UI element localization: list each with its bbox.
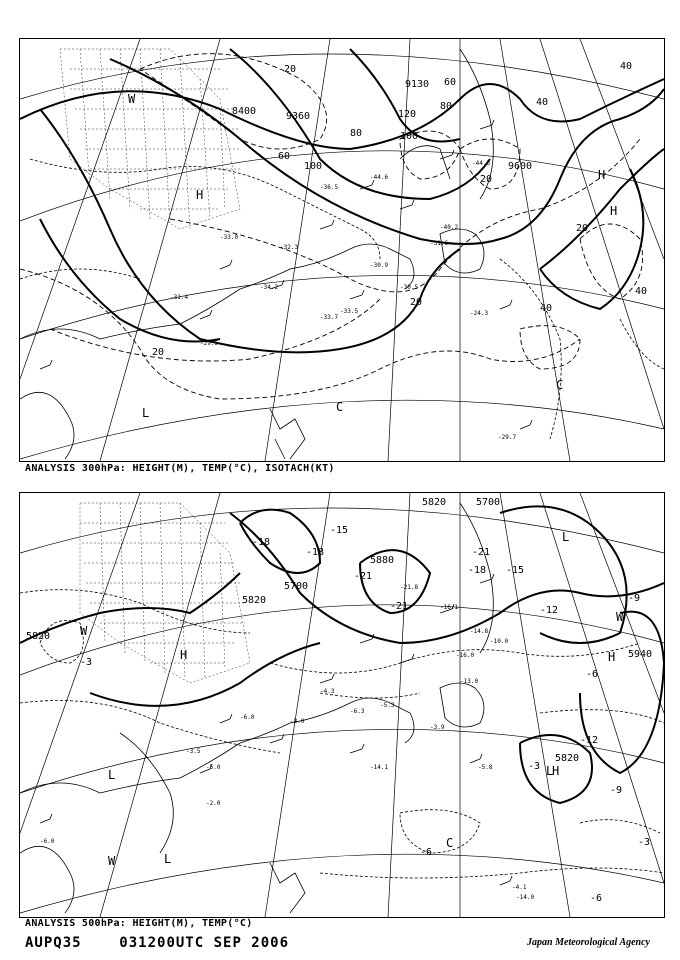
map-300hpa [20, 39, 664, 461]
station-temp: -30.5 [400, 284, 419, 291]
caption-500hpa: ANALYSIS 500hPa: HEIGHT(M), TEMP(°C) [25, 918, 253, 929]
isotach-label: 40 [635, 286, 648, 297]
isotach-label: 40 [540, 303, 553, 314]
isotach-label: 20 [480, 174, 493, 185]
height-label: 9360 [286, 111, 311, 122]
height-label: 9600 [508, 161, 533, 172]
center-symbol: L [546, 764, 554, 778]
center-symbol: H [196, 188, 204, 202]
center-symbol: H [598, 168, 606, 182]
station-temp: -21.8 [400, 584, 419, 591]
center-symbol: W [108, 854, 116, 868]
height-label: 5880 [370, 555, 395, 566]
isotach-label: 40 [536, 97, 549, 108]
isotherm-label: -18 [252, 537, 271, 548]
height-label: 5820 [242, 595, 267, 606]
center-symbol: C [556, 378, 564, 392]
isotach-label: 40 [620, 61, 633, 72]
isotach-label: 100 [400, 131, 419, 142]
station-temp: -33.5 [340, 308, 359, 315]
isotach-label: 100 [304, 161, 323, 172]
station-temp: -13.0 [460, 678, 479, 685]
isotach-label: 60 [278, 151, 291, 162]
station-temp: -31.4 [170, 294, 189, 301]
station-temp: -40.2 [440, 224, 459, 231]
isotherm-label: -12 [540, 605, 559, 616]
height-label: 5820 [26, 631, 51, 642]
highlands-hatch [60, 49, 240, 229]
height-label: 5940 [628, 649, 653, 660]
station-temp: -6.0 [240, 714, 255, 721]
station-temp: -5.0 [206, 764, 221, 771]
height-contours [20, 49, 664, 352]
station-temp: -24.3 [470, 310, 489, 317]
station-temp: -32.3 [280, 244, 299, 251]
isotherm-label: -3 [638, 837, 651, 848]
station-temp: -44.3 [472, 160, 491, 167]
station-temp: -34.2 [260, 284, 279, 291]
isotach-label: 60 [444, 77, 457, 88]
highlands-hatch [80, 503, 250, 683]
valid-time: 031200UTC SEP 2006 [119, 935, 290, 951]
station-temp: -6.3 [350, 708, 365, 715]
bulletin-header [25, 935, 289, 951]
height-label: 5700 [476, 497, 501, 508]
bulletin-id: AUPQ35 [25, 935, 82, 951]
chart-300hpa [19, 38, 665, 462]
contour-labels [152, 61, 647, 358]
station-temp: -14.0 [516, 894, 535, 901]
agency-name: Japan Meteorological Agency [527, 937, 650, 948]
graticule [20, 493, 664, 917]
station-temp: -3.5 [186, 748, 201, 755]
isotherm-label: -12 [580, 735, 599, 746]
isotach-label: 20 [152, 347, 165, 358]
center-symbol: W [80, 624, 88, 638]
center-symbol: L [108, 768, 116, 782]
isotherm-label: -18 [306, 547, 325, 558]
station-temp: -5.3 [380, 702, 395, 709]
center-symbol: L [164, 852, 172, 866]
isotach-label: 80 [350, 128, 363, 139]
center-symbol: H [610, 204, 618, 218]
station-temp: -4.3 [320, 688, 335, 695]
caption-300hpa: ANALYSIS 300hPa: HEIGHT(M), TEMP(°C), ISOTACH(KT) [25, 463, 335, 474]
station-temp: -10.0 [490, 638, 509, 645]
station-temp: -14.1 [370, 764, 389, 771]
isotherm-label: -6 [590, 893, 603, 904]
station-temp: -44.6 [370, 174, 389, 181]
station-temp: -30.9 [370, 262, 389, 269]
contour-labels [26, 497, 652, 904]
height-label: 5820 [422, 497, 447, 508]
isotherm-label: -21 [472, 547, 491, 558]
height-label: 8400 [232, 106, 257, 117]
isotherm-label: -6 [586, 669, 599, 680]
wind-barbs [40, 120, 532, 429]
isotherms [20, 590, 664, 878]
center-symbol: H [552, 764, 560, 778]
pressure-centers [128, 92, 617, 420]
isotherms [20, 159, 664, 439]
station-temp: -16.1 [440, 604, 459, 611]
center-symbol: L [562, 530, 570, 544]
station-temp: -4.1 [512, 884, 527, 891]
isotherm-label: -15 [506, 565, 525, 576]
isotach-label: 20 [410, 297, 423, 308]
center-symbol: C [336, 400, 344, 414]
height-label: 5820 [555, 753, 580, 764]
center-symbol: H [608, 650, 616, 664]
height-label: 5700 [284, 581, 309, 592]
isotherm-label: -9 [628, 593, 641, 604]
station-temp: -33.0 [220, 234, 239, 241]
isotherm-label: -21 [390, 601, 409, 612]
isotach-label: 80 [440, 101, 453, 112]
center-symbol: W [128, 92, 136, 106]
isotherm-label: -9 [610, 785, 623, 796]
chart-500hpa [19, 492, 665, 918]
map-500hpa [20, 493, 664, 917]
isotherm-label: -3 [528, 761, 541, 772]
station-temp: -5.8 [478, 764, 493, 771]
isotherm-label: -21 [354, 571, 373, 582]
station-temp: -33.7 [320, 314, 339, 321]
isotherm-label: -6 [420, 847, 433, 858]
station-temp: -6.0 [40, 838, 55, 845]
center-symbol: L [142, 406, 150, 420]
station-temp: -8.0 [290, 718, 305, 725]
isotach-label: 120 [398, 109, 417, 120]
graticule [20, 39, 664, 461]
isotachs [20, 54, 643, 399]
station-temp: -2.0 [206, 800, 221, 807]
station-temp: -36.5 [320, 184, 339, 191]
isotach-label: 20 [576, 223, 589, 234]
isotherm-label: -3 [80, 657, 93, 668]
station-temp: -14.8 [470, 628, 489, 635]
center-symbol: C [446, 836, 454, 850]
isotach-label: 20 [284, 64, 297, 75]
station-temp: -31.6 [430, 240, 449, 247]
station-temp: -29.7 [498, 434, 517, 441]
station-temp: -16.0 [456, 652, 475, 659]
isotherm-label: -18 [468, 565, 487, 576]
station-temp: -3.9 [430, 724, 445, 731]
center-symbol: H [180, 648, 188, 662]
station-temp: -29.5 [200, 340, 219, 347]
height-label: 9130 [405, 79, 430, 90]
center-symbol: W [616, 610, 624, 624]
isotherm-label: -15 [330, 525, 349, 536]
